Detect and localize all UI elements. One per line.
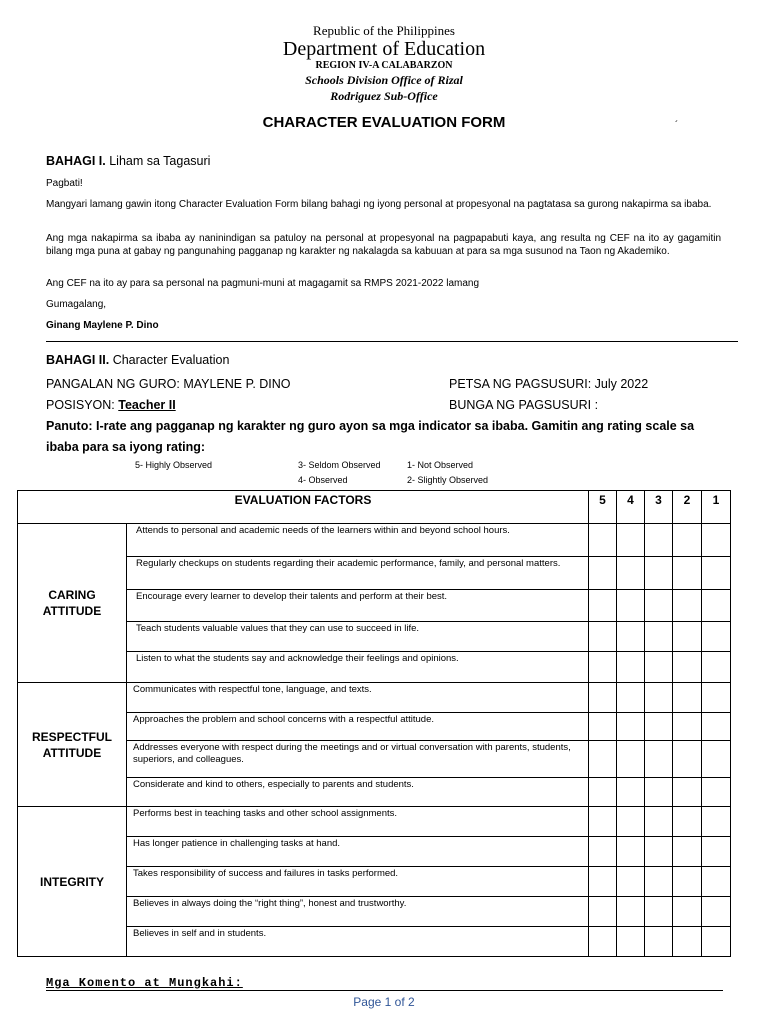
rating-cell-5[interactable] [589,590,617,622]
republic-line: Republic of the Philippines [313,23,455,38]
rating-cell-2[interactable] [673,713,702,741]
rating-cell-4[interactable] [617,713,645,741]
rating-cell-4[interactable] [617,741,645,778]
rating-cell-5[interactable] [589,557,617,590]
rating-cell-4[interactable] [617,927,645,957]
rating-cell-2[interactable] [673,807,702,837]
rating-cell-2[interactable] [673,927,702,957]
part1-title: Liham sa Tagasuri [109,154,211,168]
rating-cell-5[interactable] [589,837,617,867]
rating-cell-4[interactable] [617,683,645,713]
position-value: Teacher II [118,398,176,412]
rating-cell-2[interactable] [673,683,702,713]
rating-cell-2[interactable] [673,867,702,897]
closing: Gumagalang, [46,299,107,310]
rating-cell-5[interactable] [589,683,617,713]
rating-cell-4[interactable] [617,837,645,867]
indicator-cell: Has longer patience in challenging tasks at hand. [127,837,589,867]
indicator-cell: Encourage every learner to develop their talents and perform at their best. [127,590,589,622]
rating-cell-5[interactable] [589,927,617,957]
evaluation-table [17,490,731,957]
comments-line[interactable] [46,990,723,991]
division-line: Schools Division Office of Rizal [305,73,463,87]
scale-4: 4- Observed [298,475,348,485]
rating-cell-2[interactable] [673,524,702,557]
rating-cell-1[interactable] [702,778,731,807]
teacher-name-field [46,377,291,391]
scale-5: 5- Highly Observed [135,460,213,470]
rating-cell-1[interactable] [702,622,731,652]
signatory-name: Ginang Maylene P. Dino [46,320,159,331]
paragraph-2: Ang mga nakapirma sa ibaba ay naninindigan sa patuloy na personal at propesyonal na pagpapabuti kaya, ang resulta ng CEF na ito ay gagamitin bilang mga puna at gabay ng pangunahing pagganap ng karakter ng nakalagda sa kabuuan at para sa mga susunod na Taon ng Akademiko. [46,233,721,257]
rating-cell-4[interactable] [617,590,645,622]
rating-cell-1[interactable] [702,713,731,741]
rating-cell-4[interactable] [617,622,645,652]
rating-cell-1[interactable] [702,741,731,778]
rating-cell-4[interactable] [617,524,645,557]
rating-cell-5[interactable] [589,741,617,778]
indicator-cell: Considerate and kind to others, especially to parents and students. [127,778,589,807]
instructions: Panuto: I-rate ang pagganap ng karakter ng guro ayon sa mga indicator sa ibaba. Gamitin ang rating scale sa ibaba para sa iyong rating: [46,419,695,454]
rating-header-1: 1 [702,491,731,524]
rating-cell-3[interactable] [645,927,673,957]
part2-heading [46,353,229,367]
rating-cell-3[interactable] [645,652,673,683]
indicator-cell: Performs best in teaching tasks and other school assignments. [127,807,589,837]
category-respectful-attitude: RESPECTFUL ATTITUDE [18,683,127,807]
rating-header-2: 2 [673,491,702,524]
scale-3: 3- Seldom Observed [298,460,381,470]
evaluation-date-label: PETSA NG PAGSUSURI: [449,377,592,391]
evaluation-date-field [449,377,648,391]
paragraph-3: Ang CEF na ito ay para sa personal na pagmuni-muni at magagamit sa RMPS 2021-2022 lamang [46,278,480,289]
scale-1: 1- Not Observed [407,460,474,470]
part2-title: Character Evaluation [112,353,230,367]
rating-cell-5[interactable] [589,807,617,837]
section-divider [46,341,738,342]
rating-cell-3[interactable] [645,683,673,713]
evaluation-date-value: July 2022 [594,377,649,391]
indicator-cell: Regularly checkups on students regarding their academic performance, family, and personal matters. [127,557,589,590]
paragraph-1: Mangyari lamang gawin itong Character Evaluation Form bilang bahagi ng iyong personal at propesyonal na pagtatasa sa gurong nakapirma sa ibaba. [46,199,712,210]
rating-cell-5[interactable] [589,778,617,807]
indicator-cell: Takes responsibility of success and failures in tasks performed. [127,867,589,897]
rating-cell-1[interactable] [702,897,731,927]
table-row [18,807,731,837]
department-name: Department of Education [282,38,486,60]
indicator-cell: Addresses everyone with respect during the meetings and or virtual conversation with parents, students, superiors, and colleagues. [127,741,589,778]
teacher-name-value: MAYLENE P. DINO [183,377,291,391]
category-caring-attitude: CARING ATTITUDE [18,524,127,683]
rating-header-3: 3 [645,491,673,524]
part2-label: BAHAGI II. [46,353,110,367]
indicator-cell: Believes in always doing the “right thing”, honest and trustworthy. [127,897,589,927]
greeting: Pagbati! [46,178,83,189]
rating-cell-2[interactable] [673,741,702,778]
form-title: CHARACTER EVALUATION FORM [262,114,506,131]
category-integrity: INTEGRITY [18,807,127,957]
rating-cell-2[interactable] [673,557,702,590]
rating-cell-5[interactable] [589,897,617,927]
table-header-row [18,491,731,524]
rating-cell-5[interactable] [589,713,617,741]
rating-cell-1[interactable] [702,590,731,622]
suboffice-line: Rodriguez Sub-Office [330,89,438,103]
rating-cell-3[interactable] [645,867,673,897]
teacher-name-label: PANGALAN NG GURO: [46,377,180,391]
rating-cell-5[interactable] [589,867,617,897]
rating-cell-1[interactable] [702,867,731,897]
rating-cell-4[interactable] [617,807,645,837]
rating-cell-4[interactable] [617,652,645,683]
rating-cell-4[interactable] [617,867,645,897]
rating-cell-1[interactable] [702,652,731,683]
indicator-cell: Approaches the problem and school concerns with a respectful attitude. [127,713,589,741]
rating-cell-3[interactable] [645,807,673,837]
rating-cell-3[interactable] [645,590,673,622]
rating-cell-3[interactable] [645,557,673,590]
rating-cell-2[interactable] [673,622,702,652]
rating-cell-1[interactable] [702,524,731,557]
region-line: REGION IV-A CALABARZON [315,60,453,71]
rating-cell-1[interactable] [702,837,731,867]
table-row [18,524,731,557]
rating-cell-5[interactable] [589,622,617,652]
evaluation-result-label: BUNGA NG PAGSUSURI : [449,398,599,412]
part1-heading [46,154,210,168]
rating-header-5: 5 [589,491,617,524]
rating-cell-1[interactable] [702,807,731,837]
rating-cell-3[interactable] [645,741,673,778]
rating-cell-3[interactable] [645,713,673,741]
rating-cell-3[interactable] [645,778,673,807]
table-row [18,683,731,713]
comments-label: Mga Komento at Mungkahi: [46,976,243,990]
rating-cell-2[interactable] [673,837,702,867]
position-field [46,398,176,412]
indicator-cell: Listen to what the students say and acknowledge their feelings and opinions. [127,652,589,683]
rating-cell-4[interactable] [617,778,645,807]
position-label: POSISYON: [46,398,115,412]
rating-cell-3[interactable] [645,524,673,557]
rating-header-4: 4 [617,491,645,524]
rating-cell-3[interactable] [645,897,673,927]
indicator-cell: Teach students valuable values that they can use to succeed in life. [127,622,589,652]
rating-cell-1[interactable] [702,683,731,713]
rating-cell-2[interactable] [673,590,702,622]
rating-cell-4[interactable] [617,557,645,590]
rating-cell-2[interactable] [673,652,702,683]
rating-cell-5[interactable] [589,652,617,683]
rating-cell-3[interactable] [645,837,673,867]
rating-cell-3[interactable] [645,622,673,652]
scale-2: 2- Slightly Observed [407,475,489,485]
rating-cell-4[interactable] [617,897,645,927]
stray-mark: ´ [675,120,679,131]
rating-cell-1[interactable] [702,927,731,957]
rating-cell-2[interactable] [673,897,702,927]
part1-label: BAHAGI I. [46,154,106,168]
rating-cell-2[interactable] [673,778,702,807]
indicator-cell: Believes in self and in students. [127,927,589,957]
rating-cell-1[interactable] [702,557,731,590]
indicator-cell: Communicates with respectful tone, language, and texts. [127,683,589,713]
page-number: Page 1 of 2 [353,995,415,1009]
rating-cell-5[interactable] [589,524,617,557]
indicator-cell: Attends to personal and academic needs of the learners within and beyond school hours. [127,524,589,557]
evaluation-factors-header: EVALUATION FACTORS [18,491,589,524]
